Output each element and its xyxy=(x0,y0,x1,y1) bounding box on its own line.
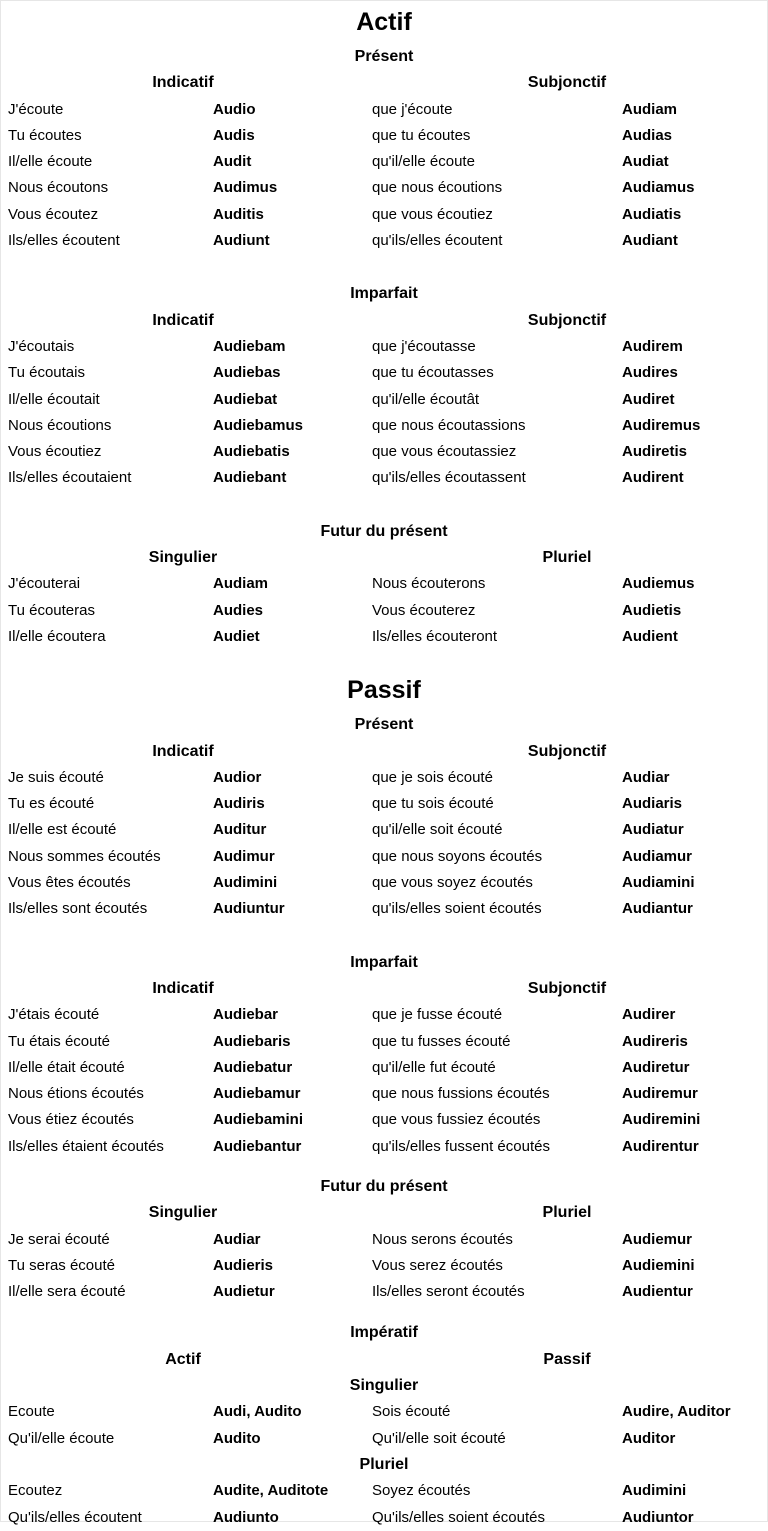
voice-title-passif: Passif xyxy=(347,676,421,705)
tense-header: Présent xyxy=(354,716,414,734)
french-form: Qu'ils/elles écoutent xyxy=(8,1508,142,1526)
french-form: Ils/elles écoutent xyxy=(8,232,120,250)
number-headers xyxy=(0,545,768,571)
french-form: que tu sois écouté xyxy=(372,795,494,813)
number-header-pluriel: Pluriel xyxy=(542,1204,592,1222)
latin-form: Audio xyxy=(213,100,256,118)
number-header-singulier: Singulier xyxy=(148,549,218,567)
french-form: qu'il/elle soit écouté xyxy=(372,821,503,839)
latin-form: Audiebamur xyxy=(213,1085,301,1103)
french-form: Je suis écouté xyxy=(8,768,104,786)
conjugation-row xyxy=(0,1134,768,1160)
latin-form: Audiretur xyxy=(622,1058,690,1076)
conjugation-row xyxy=(0,228,768,254)
french-form: Tu étais écouté xyxy=(8,1032,111,1050)
french-form: que tu écoutes xyxy=(372,126,471,144)
conjugation-row xyxy=(0,765,768,791)
latin-form: Audiebantur xyxy=(213,1137,302,1155)
tense-header: Futur du présent xyxy=(320,1177,448,1195)
french-form: Qu'il/elle soit écouté xyxy=(372,1429,506,1447)
latin-form: Audito xyxy=(213,1429,261,1447)
latin-form: Audit xyxy=(213,153,252,171)
french-form: que j'écoute xyxy=(372,100,453,118)
french-form: Vous écoutiez xyxy=(8,443,102,461)
latin-form: Audiantur xyxy=(622,900,693,918)
latin-form: Audiretis xyxy=(622,443,688,461)
french-form: que vous écoutiez xyxy=(372,205,493,223)
latin-form: Audirent xyxy=(622,469,684,487)
french-form: Ils/elles seront écoutés xyxy=(372,1283,525,1301)
latin-form: Audiebant xyxy=(213,469,287,487)
french-form: Vous êtes écoutés xyxy=(8,874,131,892)
french-form: que j'écoutasse xyxy=(372,337,476,355)
mood-header-indicatif: Indicatif xyxy=(152,74,214,92)
mood-header-indicatif: Indicatif xyxy=(152,742,214,760)
french-form: Nous étions écoutés xyxy=(8,1085,144,1103)
number-header-singulier: Singulier xyxy=(349,1377,419,1395)
mood-headers xyxy=(0,308,768,334)
french-form: Sois écouté xyxy=(372,1403,451,1421)
french-form: Nous écoutons xyxy=(8,179,109,197)
tense-header: Présent xyxy=(354,48,414,65)
conjugation-row xyxy=(0,149,768,175)
latin-form: Audimini xyxy=(213,874,278,892)
latin-form: Audiamus xyxy=(622,179,695,197)
latin-form: Audiebamini xyxy=(213,1111,304,1129)
conjugation-row xyxy=(0,1279,768,1305)
latin-form: Audirem xyxy=(622,337,683,355)
latin-form: Audimur xyxy=(213,847,275,865)
latin-form: Audiat xyxy=(622,153,669,171)
french-form: Il/elle écoutait xyxy=(8,390,100,408)
latin-form: Audiar xyxy=(622,768,670,786)
conjugation-row xyxy=(0,334,768,360)
latin-form: Audi, Audito xyxy=(213,1403,302,1421)
conjugation-row xyxy=(0,439,768,465)
conjugation-row xyxy=(0,844,768,870)
conjugation-row xyxy=(0,598,768,624)
french-form: qu'il/elle écoutât xyxy=(372,390,480,408)
mood-header-subjonctif: Subjonctif xyxy=(527,74,607,92)
tense-header: Imparfait xyxy=(350,953,418,971)
mood-header-subjonctif: Subjonctif xyxy=(527,742,607,760)
latin-form: Audiemus xyxy=(622,575,695,593)
latin-form: Audiunto xyxy=(213,1508,279,1526)
tense-header: Imparfait xyxy=(350,285,418,303)
latin-form: Audiamini xyxy=(622,874,695,892)
conjugation-row xyxy=(0,1426,768,1452)
conjugation-row xyxy=(0,465,768,491)
french-form: Nous écouterons xyxy=(372,575,486,593)
section-passif-present xyxy=(0,712,768,922)
latin-form: Audientur xyxy=(622,1283,693,1301)
latin-form: Audiunt xyxy=(213,232,270,250)
french-form: Tu écoutes xyxy=(8,126,82,144)
french-form: Il/elle écoutera xyxy=(8,627,106,645)
french-form: Nous serons écoutés xyxy=(372,1230,513,1248)
french-form: Vous écouterez xyxy=(372,601,476,619)
latin-form: Audient xyxy=(622,627,678,645)
french-form: Tu écoutais xyxy=(8,364,85,382)
french-form: Ils/elles écoutaient xyxy=(8,469,132,487)
conjugation-row xyxy=(0,175,768,201)
latin-form: Audiebas xyxy=(213,364,281,382)
conjugation-row xyxy=(0,1055,768,1081)
voice-headers xyxy=(0,1347,768,1373)
latin-form: Audiebamus xyxy=(213,416,304,434)
french-form: Tu écouteras xyxy=(8,601,95,619)
conjugation-row xyxy=(0,624,768,650)
latin-form: Audiebaris xyxy=(213,1032,291,1050)
french-form: J'écoutais xyxy=(8,337,75,355)
latin-form: Audietis xyxy=(622,601,682,619)
french-form: Vous étiez écoutés xyxy=(8,1111,134,1129)
conjugation-row xyxy=(0,1253,768,1279)
french-form: Ecoutez xyxy=(8,1482,63,1500)
french-form: que vous soyez écoutés xyxy=(372,874,533,892)
french-form: que je sois écouté xyxy=(372,768,493,786)
latin-form: Audimus xyxy=(213,179,278,197)
french-form: Ils/elles étaient écoutés xyxy=(8,1137,164,1155)
tense-header-imperatif: Impératif xyxy=(350,1324,418,1342)
french-form: Il/elle écoute xyxy=(8,153,93,171)
latin-form: Audiebatis xyxy=(213,443,290,461)
latin-form: Audiret xyxy=(622,390,675,408)
mood-header-indicatif: Indicatif xyxy=(152,979,214,997)
number-header-pluriel: Pluriel xyxy=(542,549,592,567)
french-form: que tu fusses écouté xyxy=(372,1032,511,1050)
section-imperatif xyxy=(0,1320,768,1530)
french-form: que nous écoutassions xyxy=(372,416,526,434)
latin-form: Audiam xyxy=(622,100,678,118)
mood-header-subjonctif: Subjonctif xyxy=(527,979,607,997)
french-form: Nous sommes écoutés xyxy=(8,847,161,865)
french-form: Il/elle est écouté xyxy=(8,821,117,839)
voice-header-passif: Passif xyxy=(543,1350,591,1368)
french-form: qu'il/elle écoute xyxy=(372,153,475,171)
section-actif-present xyxy=(0,44,768,254)
french-form: Qu'il/elle écoute xyxy=(8,1429,115,1447)
latin-form: Audieris xyxy=(213,1256,274,1274)
french-form: J'écoute xyxy=(8,100,64,118)
latin-form: Audiatis xyxy=(622,205,682,223)
french-form: qu'ils/elles fussent écoutés xyxy=(372,1137,550,1155)
french-form: Vous écoutez xyxy=(8,205,99,223)
conjugation-row xyxy=(0,1081,768,1107)
latin-form: Auditis xyxy=(213,205,264,223)
latin-form: Audiuntur xyxy=(213,900,285,918)
french-form: que tu écoutasses xyxy=(372,364,494,382)
latin-form: Audiamur xyxy=(622,847,693,865)
latin-form: Audior xyxy=(213,768,262,786)
french-form: Vous serez écoutés xyxy=(372,1256,503,1274)
conjugation-row xyxy=(0,571,768,597)
conjugation-row xyxy=(0,1399,768,1425)
latin-form: Auditur xyxy=(213,821,267,839)
voice-title-actif: Actif xyxy=(356,8,412,36)
french-form: qu'il/elle fut écouté xyxy=(372,1058,496,1076)
mood-header-subjonctif: Subjonctif xyxy=(527,311,607,329)
mood-headers xyxy=(0,976,768,1002)
conjugation-row xyxy=(0,1227,768,1253)
section-passif-futur xyxy=(0,1174,768,1305)
latin-form: Audirentur xyxy=(622,1137,699,1155)
french-form: Ils/elles écouteront xyxy=(372,627,498,645)
mood-headers xyxy=(0,70,768,96)
latin-form: Audiris xyxy=(213,795,265,813)
latin-form: Audies xyxy=(213,601,264,619)
latin-form: Audis xyxy=(213,126,255,144)
french-form: que vous fussiez écoutés xyxy=(372,1111,541,1129)
number-header-singulier: Singulier xyxy=(148,1204,218,1222)
conjugation-row xyxy=(0,1029,768,1055)
conjugation-row xyxy=(0,1505,768,1531)
conjugation-row xyxy=(0,791,768,817)
latin-form: Audiemur xyxy=(622,1230,693,1248)
latin-form: Audias xyxy=(622,126,673,144)
french-form: Tu seras écouté xyxy=(8,1256,115,1274)
latin-form: Audiebar xyxy=(213,1006,279,1024)
french-form: que je fusse écouté xyxy=(372,1006,503,1024)
number-headers xyxy=(0,1200,768,1226)
conjugation-row xyxy=(0,1002,768,1028)
french-form: qu'ils/elles soient écoutés xyxy=(372,900,542,918)
french-form: Ecoute xyxy=(8,1403,55,1421)
latin-form: Audirer xyxy=(622,1006,676,1024)
conjugation-row xyxy=(0,413,768,439)
latin-form: Audiar xyxy=(213,1230,261,1248)
french-form: Il/elle sera écouté xyxy=(8,1283,126,1301)
latin-form: Audiet xyxy=(213,627,260,645)
conjugation-row xyxy=(0,360,768,386)
section-actif-futur xyxy=(0,519,768,650)
voice-header-actif: Actif xyxy=(165,1350,201,1368)
french-form: qu'ils/elles écoutassent xyxy=(372,469,526,487)
latin-form: Audiremur xyxy=(622,1085,698,1103)
conjugation-row xyxy=(0,817,768,843)
latin-form: Audiam xyxy=(213,575,269,593)
latin-form: Audiuntor xyxy=(622,1508,694,1526)
latin-form: Audiremus xyxy=(622,416,701,434)
latin-form: Audire, Auditor xyxy=(622,1403,731,1421)
french-form: Je serai écouté xyxy=(8,1230,110,1248)
french-form: J'écouterai xyxy=(8,575,81,593)
latin-form: Audiremini xyxy=(622,1111,701,1129)
section-passif-imparfait xyxy=(0,950,768,1160)
latin-form: Audite, Auditote xyxy=(213,1482,329,1500)
conjugation-row xyxy=(0,123,768,149)
latin-form: Audietur xyxy=(213,1283,275,1301)
latin-form: Audireris xyxy=(622,1032,688,1050)
conjugation-row xyxy=(0,1107,768,1133)
latin-form: Audimini xyxy=(622,1482,687,1500)
latin-form: Audiemini xyxy=(622,1256,695,1274)
conjugation-row xyxy=(0,1478,768,1504)
french-form: que vous écoutassiez xyxy=(372,443,517,461)
conjugation-row xyxy=(0,896,768,922)
latin-form: Audiebam xyxy=(213,337,286,355)
french-form: Qu'ils/elles soient écoutés xyxy=(372,1508,545,1526)
conjugation-row xyxy=(0,97,768,123)
french-form: Nous écoutions xyxy=(8,416,112,434)
french-form: que nous écoutions xyxy=(372,179,503,197)
latin-form: Audiebat xyxy=(213,390,278,408)
french-form: Tu es écouté xyxy=(8,795,95,813)
section-actif-imparfait xyxy=(0,281,768,491)
number-header-pluriel: Pluriel xyxy=(359,1455,409,1473)
conjugation-row xyxy=(0,870,768,896)
mood-header-indicatif: Indicatif xyxy=(152,311,214,329)
latin-form: Audiatur xyxy=(622,821,684,839)
latin-form: Audiaris xyxy=(622,795,683,813)
french-form: qu'ils/elles écoutent xyxy=(372,232,503,250)
latin-form: Auditor xyxy=(622,1429,676,1447)
conjugation-row xyxy=(0,202,768,228)
latin-form: Audiebatur xyxy=(213,1058,293,1076)
french-form: que nous soyons écoutés xyxy=(372,847,543,865)
french-form: Soyez écoutés xyxy=(372,1482,471,1500)
latin-form: Audiant xyxy=(622,232,678,250)
tense-header: Futur du présent xyxy=(320,522,448,540)
french-form: Il/elle était écouté xyxy=(8,1058,125,1076)
conjugation-row xyxy=(0,387,768,413)
latin-form: Audires xyxy=(622,364,678,382)
french-form: J'étais écouté xyxy=(8,1006,100,1024)
french-form: que nous fussions écoutés xyxy=(372,1085,550,1103)
mood-headers xyxy=(0,739,768,765)
french-form: Ils/elles sont écoutés xyxy=(8,900,148,918)
